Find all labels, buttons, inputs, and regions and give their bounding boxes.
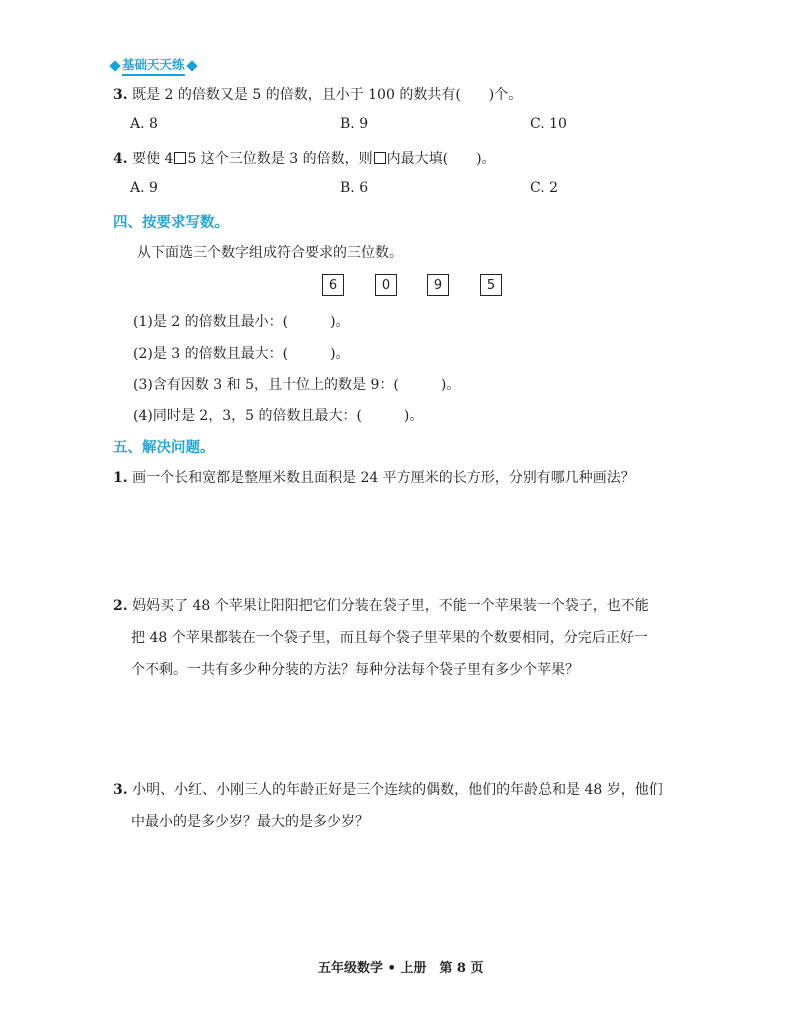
problem-1	[113, 467, 635, 487]
problem-number: 1.	[113, 470, 128, 486]
question-text: 既是 2 的倍数又是 5 的倍数，且小于 100 的数共有( )个。	[132, 87, 523, 103]
problem-2	[113, 595, 649, 615]
problem-text: 妈妈买了 48 个苹果让阳阳把它们分装在袋子里，不能一个苹果装一个袋子，也不能	[132, 598, 649, 614]
problem-3-line: 中最小的是多少岁？最大的是多少岁？	[131, 814, 369, 830]
section-4-item: (4)同时是 2，3，5 的倍数且最大：( )。	[133, 408, 424, 424]
problem-text: 画一个长和宽都是整厘米数且面积是 24 平方厘米的长方形，分别有哪几种画法？	[132, 470, 635, 486]
blank-box-icon	[174, 152, 186, 164]
practice-tag	[108, 55, 199, 76]
digit-card: 0	[375, 274, 397, 296]
section-4-item: (2)是 3 的倍数且最大：( )。	[133, 346, 350, 362]
section-4-item: (1)是 2 的倍数且最小：( )。	[133, 314, 350, 330]
section-4-item: (3)含有因数 3 和 5，且十位上的数是 9：( )。	[133, 377, 461, 393]
q4-option-c: C. 2	[530, 180, 559, 196]
q3-option-b: B. 9	[340, 116, 369, 132]
digit-card: 5	[480, 274, 502, 296]
section-4-title: 四、按要求写数。	[113, 215, 229, 231]
section-5-title: 五、解决问题。	[113, 440, 215, 456]
problem-text: 小明、小红、小刚三人的年龄正好是三个连续的偶数，他们的年龄总和是 48 岁，他们	[132, 782, 663, 798]
problem-2-line: 个不剩。一共有多少种分装的方法？每种分法每个袋子里有多少个苹果？	[131, 662, 579, 678]
problem-number: 2.	[113, 598, 128, 614]
question-text-part: 要使 4	[132, 151, 174, 167]
question-number: 4.	[113, 151, 128, 167]
question-3	[113, 84, 522, 104]
practice-tag-label: 基础天天练	[122, 55, 185, 76]
q4-option-b: B. 6	[340, 180, 369, 196]
question-text-part: 内最大填( )。	[386, 151, 496, 167]
digit-card: 9	[427, 274, 449, 296]
page-footer: 五年级数学 • 上册 第 8 页	[318, 961, 484, 976]
q4-option-a: A. 9	[130, 180, 158, 196]
section-4-intro: 从下面选三个数字组成符合要求的三位数。	[137, 245, 403, 261]
diamond-icon	[186, 60, 197, 71]
q3-option-a: A. 8	[130, 116, 158, 132]
problem-2-line: 把 48 个苹果都装在一个袋子里，而且每个袋子里苹果的个数要相同，分完后正好一	[131, 630, 648, 646]
question-text-part: 5 这个三位数是 3 的倍数，则	[187, 151, 373, 167]
question-number: 3.	[113, 87, 128, 103]
diamond-icon	[109, 60, 120, 71]
blank-box-icon	[374, 152, 386, 164]
question-4	[113, 148, 496, 168]
q3-option-c: C. 10	[530, 116, 567, 132]
digit-card: 6	[322, 274, 344, 296]
problem-number: 3.	[113, 782, 128, 798]
problem-3	[113, 779, 663, 799]
